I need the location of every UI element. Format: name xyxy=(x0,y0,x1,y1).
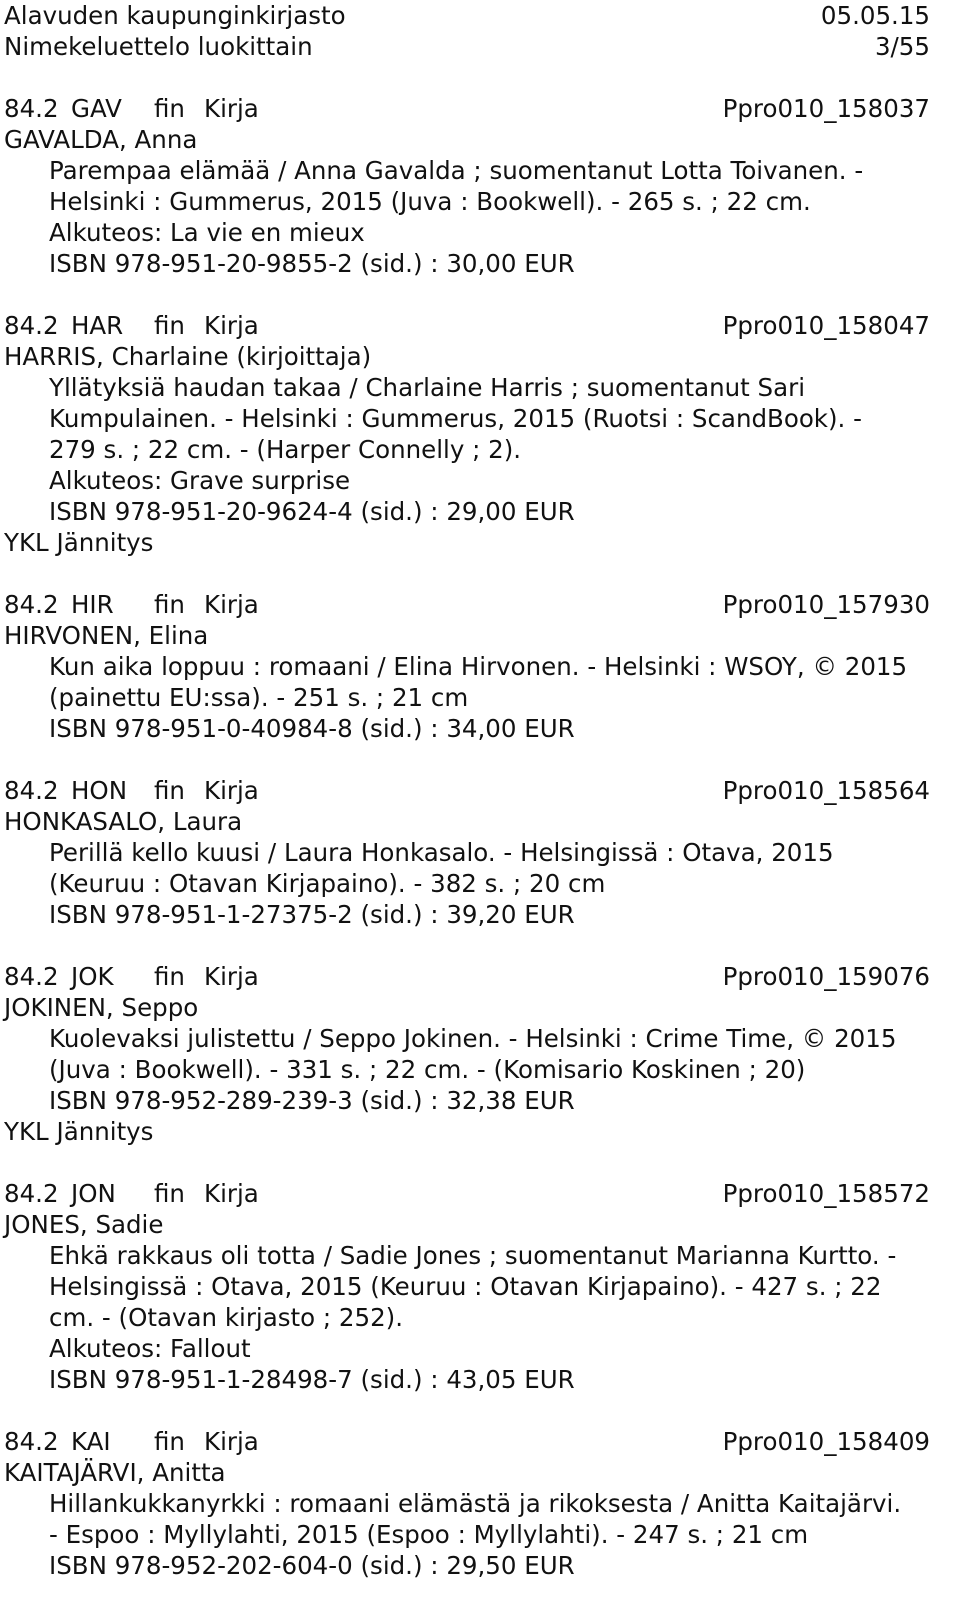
entry-ppro: Ppro010_158037 xyxy=(722,94,930,123)
entry-mtype: Kirja xyxy=(204,776,259,805)
entry-ppro: Ppro010_158047 xyxy=(722,311,930,340)
entry-author: HARRIS, Charlaine (kirjoittaja) xyxy=(4,342,372,371)
entry-shelf: HON xyxy=(71,776,128,805)
entry-ykl-genre: YKL Jännitys xyxy=(4,1117,154,1146)
entry-description-line: ISBN 978-952-202-604-0 (sid.) : 29,50 EUR xyxy=(49,1551,575,1580)
entry-author: GAVALDA, Anna xyxy=(4,125,198,154)
library-name: Alavuden kaupunginkirjasto xyxy=(4,1,346,30)
entry-description-line: Parempaa elämää / Anna Gavalda ; suomentanut Lotta Toivanen. - xyxy=(49,156,864,185)
catalog-entry xyxy=(4,589,930,744)
entry-lang: fin xyxy=(154,962,185,991)
entry-author: KAITAJÄRVI, Anitta xyxy=(4,1458,226,1487)
entry-description-line: ISBN 978-951-20-9624-4 (sid.) : 29,00 EUR xyxy=(49,497,575,526)
entry-description-line: Alkuteos: Grave surprise xyxy=(49,466,351,495)
entry-description-line: Perillä kello kuusi / Laura Honkasalo. - Helsingissä : Otava, 2015 xyxy=(49,838,834,867)
entry-description-line: ISBN 978-951-20-9855-2 (sid.) : 30,00 EUR xyxy=(49,249,575,278)
entry-lang: fin xyxy=(154,776,185,805)
entry-mtype: Kirja xyxy=(204,1427,259,1456)
entry-ppro: Ppro010_158564 xyxy=(722,776,930,805)
entry-head xyxy=(4,310,930,341)
catalog-entry xyxy=(4,775,930,930)
header-row-1 xyxy=(4,0,930,31)
entry-description-line: (Juva : Bookwell). - 331 s. ; 22 cm. - (Komisario Koskinen ; 20) xyxy=(49,1055,806,1084)
entry-author: HONKASALO, Laura xyxy=(4,807,243,836)
list-title: Nimekeluettelo luokittain xyxy=(4,32,313,61)
entry-class-code: 84.2 xyxy=(4,1179,59,1208)
entry-head xyxy=(4,961,930,992)
page-header xyxy=(4,0,930,62)
entry-lang: fin xyxy=(154,94,185,123)
entry-head xyxy=(4,93,930,124)
entry-class-code: 84.2 xyxy=(4,590,59,619)
entry-head xyxy=(4,1426,930,1457)
entry-description-line: Ehkä rakkaus oli totta / Sadie Jones ; suomentanut Marianna Kurtto. - xyxy=(49,1241,897,1270)
entry-mtype: Kirja xyxy=(204,962,259,991)
entry-list xyxy=(4,93,930,1581)
entry-head xyxy=(4,1178,930,1209)
entry-ppro: Ppro010_157930 xyxy=(722,590,930,619)
entry-ykl-genre: YKL Jännitys xyxy=(4,528,154,557)
entry-lang: fin xyxy=(154,311,185,340)
entry-class-code: 84.2 xyxy=(4,94,59,123)
entry-mtype: Kirja xyxy=(204,311,259,340)
entry-ppro: Ppro010_159076 xyxy=(722,962,930,991)
entry-class-code: 84.2 xyxy=(4,311,59,340)
entry-description-line: ISBN 978-951-1-28498-7 (sid.) : 43,05 EUR xyxy=(49,1365,575,1394)
entry-class-code: 84.2 xyxy=(4,1427,59,1456)
entry-lang: fin xyxy=(154,1179,185,1208)
entry-head xyxy=(4,589,930,620)
catalog-entry xyxy=(4,93,930,279)
catalog-entry xyxy=(4,961,930,1147)
entry-description-line: cm. - (Otavan kirjasto ; 252). xyxy=(49,1303,404,1332)
entry-description-line: ISBN 978-952-289-239-3 (sid.) : 32,38 EUR xyxy=(49,1086,575,1115)
entry-description-line: Helsinki : Gummerus, 2015 (Juva : Bookwell). - 265 s. ; 22 cm. xyxy=(49,187,811,216)
entry-mtype: Kirja xyxy=(204,590,259,619)
entry-description-line: Alkuteos: Fallout xyxy=(49,1334,251,1363)
entry-head xyxy=(4,775,930,806)
entry-description-line: Kuolevaksi julistettu / Seppo Jokinen. - Helsinki : Crime Time, © 2015 xyxy=(49,1024,897,1053)
entry-shelf: HAR xyxy=(71,311,124,340)
entry-ppro: Ppro010_158572 xyxy=(722,1179,930,1208)
entry-description-line: - Espoo : Myllylahti, 2015 (Espoo : Myllylahti). - 247 s. ; 21 cm xyxy=(49,1520,809,1549)
entry-mtype: Kirja xyxy=(204,1179,259,1208)
catalog-page xyxy=(4,0,930,1612)
catalog-entry xyxy=(4,1178,930,1395)
entry-description-line: Helsingissä : Otava, 2015 (Keuruu : Otavan Kirjapaino). - 427 s. ; 22 xyxy=(49,1272,882,1301)
entry-description-line: Kumpulainen. - Helsinki : Gummerus, 2015 (Ruotsi : ScandBook). - xyxy=(49,404,862,433)
entry-shelf: HIR xyxy=(71,590,114,619)
entry-mtype: Kirja xyxy=(204,94,259,123)
entry-description-line: 279 s. ; 22 cm. - (Harper Connelly ; 2). xyxy=(49,435,522,464)
entry-description-line: ISBN 978-951-1-27375-2 (sid.) : 39,20 EUR xyxy=(49,900,575,929)
entry-shelf: GAV xyxy=(71,94,122,123)
entry-description-line: Kun aika loppuu : romaani / Elina Hirvonen. - Helsinki : WSOY, © 2015 xyxy=(49,652,908,681)
entry-shelf: JOK xyxy=(71,962,114,991)
catalog-entry xyxy=(4,1426,930,1581)
entry-lang: fin xyxy=(154,590,185,619)
catalog-entry xyxy=(4,310,930,558)
report-date: 05.05.15 xyxy=(820,1,930,30)
entry-description-line: (Keuruu : Otavan Kirjapaino). - 382 s. ; 20 cm xyxy=(49,869,606,898)
entry-author: HIRVONEN, Elina xyxy=(4,621,209,650)
entry-shelf: JON xyxy=(71,1179,116,1208)
header-row-2 xyxy=(4,31,930,62)
page-number: 3/55 xyxy=(874,32,930,61)
entry-ppro: Ppro010_158409 xyxy=(722,1427,930,1456)
entry-description-line: (painettu EU:ssa). - 251 s. ; 21 cm xyxy=(49,683,469,712)
entry-description-line: Hillankukkanyrkki : romaani elämästä ja rikoksesta / Anitta Kaitajärvi. xyxy=(49,1489,902,1518)
entry-lang: fin xyxy=(154,1427,185,1456)
entry-description-line: ISBN 978-951-0-40984-8 (sid.) : 34,00 EUR xyxy=(49,714,575,743)
entry-description-line: Alkuteos: La vie en mieux xyxy=(49,218,365,247)
entry-shelf: KAI xyxy=(71,1427,111,1456)
entry-description-line: Yllätyksiä haudan takaa / Charlaine Harris ; suomentanut Sari xyxy=(49,373,805,402)
entry-author: JOKINEN, Seppo xyxy=(4,993,199,1022)
entry-class-code: 84.2 xyxy=(4,776,59,805)
entry-class-code: 84.2 xyxy=(4,962,59,991)
entry-author: JONES, Sadie xyxy=(4,1210,164,1239)
